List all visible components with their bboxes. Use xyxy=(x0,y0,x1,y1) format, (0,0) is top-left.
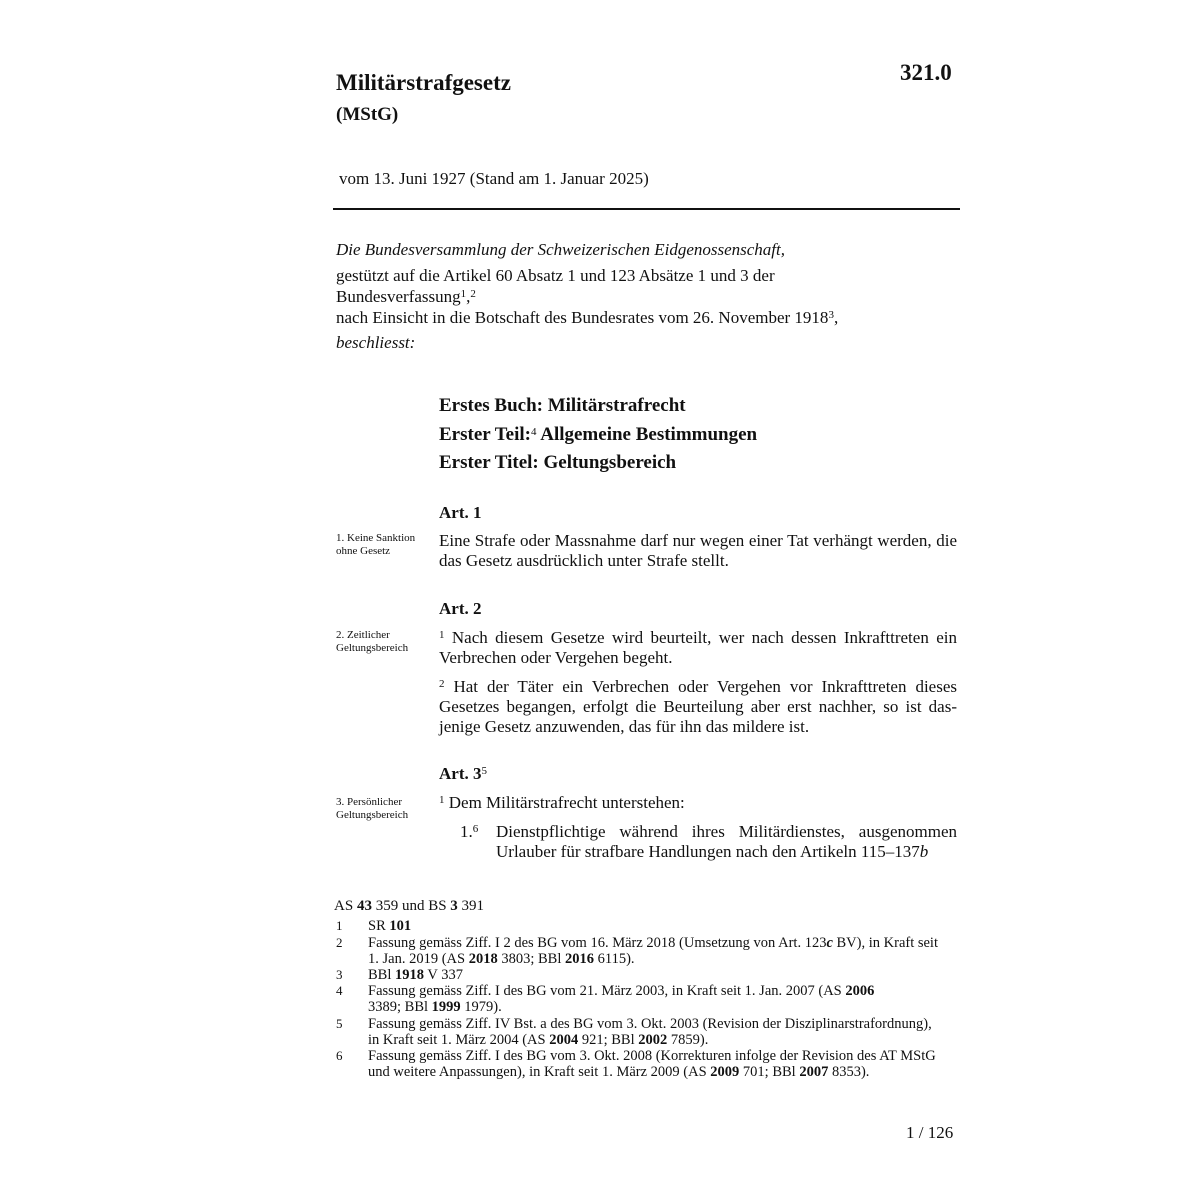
preamble-line-4: nach Einsicht in die Botschaft des Bundesrates vom 26. November 1918$^3$, xyxy=(336,308,839,327)
footnote-2-number: 2 xyxy=(336,935,343,950)
preamble-line-3: Bundesverfassung$^1$,$^2$ xyxy=(336,287,476,306)
footnote-6-number: 6 xyxy=(336,1048,343,1063)
page-number: 1 / 126 xyxy=(906,1123,954,1142)
preamble-line-2: gestützt auf die Artikel 60 Absatz 1 und 123 Absätze 1 und 3 der xyxy=(336,266,775,285)
preamble-line-5: beschliesst: xyxy=(336,333,416,352)
article-3-heading: Art. $3^5$ xyxy=(439,764,487,783)
footnote-6-text: Fassung gemäss Ziff. I des BG vom 3. Okt. 2008 (Korrekturen infolge der Revision des AT MStG und weitere Anpassungen), in Kraft seit 1. März 2009 (AS 2009 701; BBl 2007 8353). xyxy=(368,1048,936,1080)
footnote-ref-1[interactable]: 1 xyxy=(460,288,467,300)
footnote-3-number: 3 xyxy=(336,967,343,982)
footnote-ref-3[interactable]: 3 xyxy=(828,309,834,321)
footnote-ref-2[interactable]: 2 xyxy=(470,288,476,300)
footnote-5-text: Fassung gemäss Ziff. IV Bst. a des BG vom 3. Okt. 2003 (Revision der Disziplinarstrafordnung), in Kraft seit 1. März 2004 (AS 2004 921; BBl 2002 7859). xyxy=(368,1016,932,1048)
article-2-heading: Art. 2 xyxy=(439,599,482,618)
part-heading: Erster Teil:$^4$ Allgemeine Bestimmungen xyxy=(439,424,758,445)
article-3-margin-note: 3. Persönlicher Geltungsbereich xyxy=(336,796,409,821)
footnote-4-text: Fassung gemäss Ziff. I des BG vom 21. März 2003, in Kraft seit 1. Jan. 2007 (AS 2006 3389; BBl 1999 1979). xyxy=(368,983,875,1015)
preamble-line-1: Die Bundesversammlung der Schweizerischen Eidgenossenschaft, xyxy=(336,240,785,259)
article-1-text: Eine Strafe oder Massnahme darf nur wegen einer Tat verhängt werden, die das Gesetz ausdrücklich unter Strafe stellt. xyxy=(439,531,957,570)
footnote-4-number: 4 xyxy=(336,983,343,998)
article-1-margin-note: 1. Keine Sanktion ohne Gesetz xyxy=(336,532,416,557)
article-2-paragraph-2: $^2$ Hat der Täter ein Verbrechen oder Vergehen vor Inkrafttreten dieses Gesetzes begangen, erfolgt die Beurteilung aber erst nachher, so ist dasjenige Gesetz anzuwenden, das für ihn das mildere ist. xyxy=(439,677,957,736)
footnote-5-number: 5 xyxy=(336,1016,343,1031)
sr-number: 321.0 xyxy=(900,60,952,85)
article-3-item-1-text: Dienstpflichtige während ihres Militärdienstes, ausgenommen Urlauber für strafbare Handlungen nach den Artikeln 115–137b xyxy=(496,822,957,861)
footnote-1-text: SR 101 xyxy=(368,918,412,934)
law-title: Militärstrafgesetz xyxy=(336,70,511,95)
date-line: vom 13. Juni 1927 (Stand am 1. Januar 2025) xyxy=(339,169,649,188)
article-3-paragraph-1: $^1$ Dem Militärstrafrecht unterstehen: xyxy=(439,793,685,812)
article-1-heading: Art. 1 xyxy=(439,503,482,522)
footnote-2-text: Fassung gemäss Ziff. I 2 des BG vom 16. März 2018 (Umsetzung von Art. 123c BV), in Kraft seit 1. Jan. 2019 (AS 2018 3803; BBl 2016 6115). xyxy=(368,935,938,967)
footnote-1-number: 1 xyxy=(336,918,343,933)
header-divider xyxy=(333,208,960,210)
law-abbreviation: (MStG) xyxy=(336,104,399,125)
book-heading: Erstes Buch: Militärstrafrecht xyxy=(439,395,686,416)
title-heading: Erster Titel: Geltungsbereich xyxy=(439,452,677,473)
footnote-ref-5[interactable]: 5 xyxy=(481,765,487,777)
footnote-ref-6[interactable]: 6 xyxy=(472,823,479,835)
article-2-margin-note: 2. Zeitlicher Geltungsbereich xyxy=(336,629,409,654)
article-2-paragraph-1: $^1$ Nach diesem Gesetze wird beurteilt, wer nach dessen Inkrafttreten ein Verbrechen oder Vergehen begeht. xyxy=(439,628,957,667)
footnote-3-text: BBl 1918 V 337 xyxy=(368,967,463,983)
article-3-item-1-number: 1.$^6$ xyxy=(460,822,479,841)
footnote-ref-4[interactable]: 4 xyxy=(531,426,537,438)
footnote-as-reference: AS 43 359 und BS 3 391 xyxy=(334,898,485,914)
